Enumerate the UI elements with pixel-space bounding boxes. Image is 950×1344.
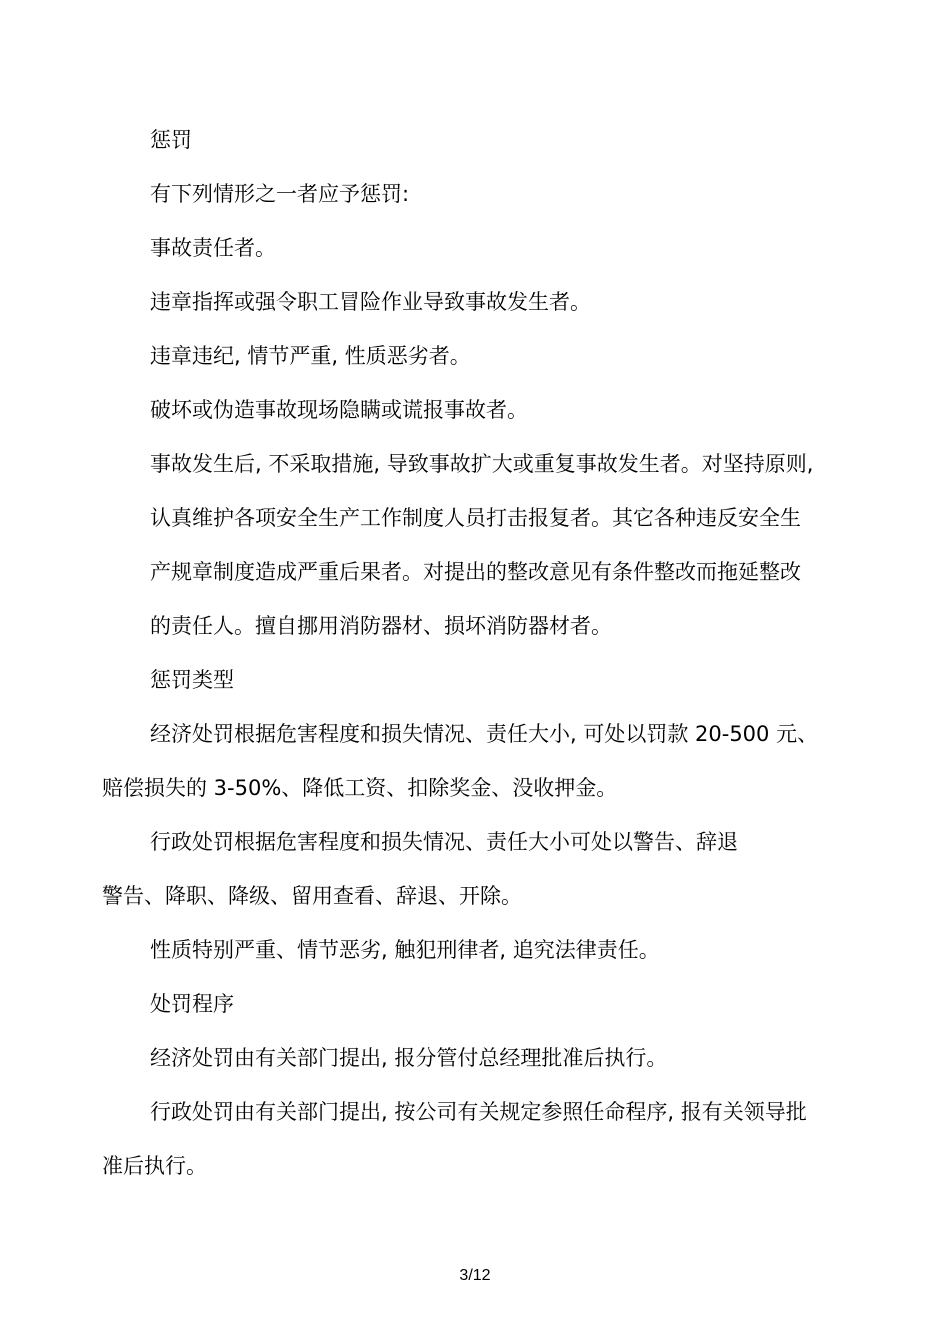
heading-punishment-types: 惩罚类型 xyxy=(150,668,234,692)
paragraph-line: 赔偿损失的 3-50%、降低工资、扣除奖金、没收押金。 xyxy=(102,776,618,800)
paragraph-line: 产规章制度造成严重后果者。对提出的整改意见有条件整改而拖延整改 xyxy=(150,560,801,584)
paragraph-line: 事故责任者。 xyxy=(150,236,276,260)
paragraph-line: 认真维护各项安全生产工作制度人员打击报复者。其它各种违反安全生 xyxy=(150,506,801,530)
paragraph-line: 准后执行。 xyxy=(102,1154,207,1178)
paragraph-line: 违章指挥或强令职工冒险作业导致事故发生者。 xyxy=(150,290,591,314)
paragraph-line: 经济处罚由有关部门提出, 报分管付总经理批准后执行。 xyxy=(150,1046,668,1070)
paragraph-line: 违章违纪, 情节严重, 性质恶劣者。 xyxy=(150,344,471,368)
paragraph-line: 事故发生后, 不采取措施, 导致事故扩大或重复事故发生者。对坚持原则, xyxy=(150,452,814,476)
heading-punishment: 惩罚 xyxy=(150,128,192,152)
paragraph-line: 警告、降职、降级、留用查看、辞退、开除。 xyxy=(102,884,522,908)
paragraph-line: 行政处罚根据危害程度和损失情况、责任大小可处以警告、辞退 xyxy=(150,830,738,854)
paragraph-line: 经济处罚根据危害程度和损失情况、责任大小, 可处以罚款 20-500 元、 xyxy=(150,722,819,746)
paragraph-line: 破坏或伪造事故现场隐瞒或谎报事故者。 xyxy=(150,398,528,422)
paragraph-line: 有下列情形之一者应予惩罚: xyxy=(150,182,410,206)
paragraph-line: 的责任人。擅自挪用消防器材、损坏消防器材者。 xyxy=(150,614,612,638)
paragraph-line: 性质特别严重、情节恶劣, 触犯刑律者, 追究法律责任。 xyxy=(150,938,660,962)
heading-punishment-procedure: 处罚程序 xyxy=(150,992,234,1016)
paragraph-line: 行政处罚由有关部门提出, 按公司有关规定参照任命程序, 报有关领导批 xyxy=(150,1100,807,1124)
page-number: 3/12 xyxy=(459,1267,491,1284)
